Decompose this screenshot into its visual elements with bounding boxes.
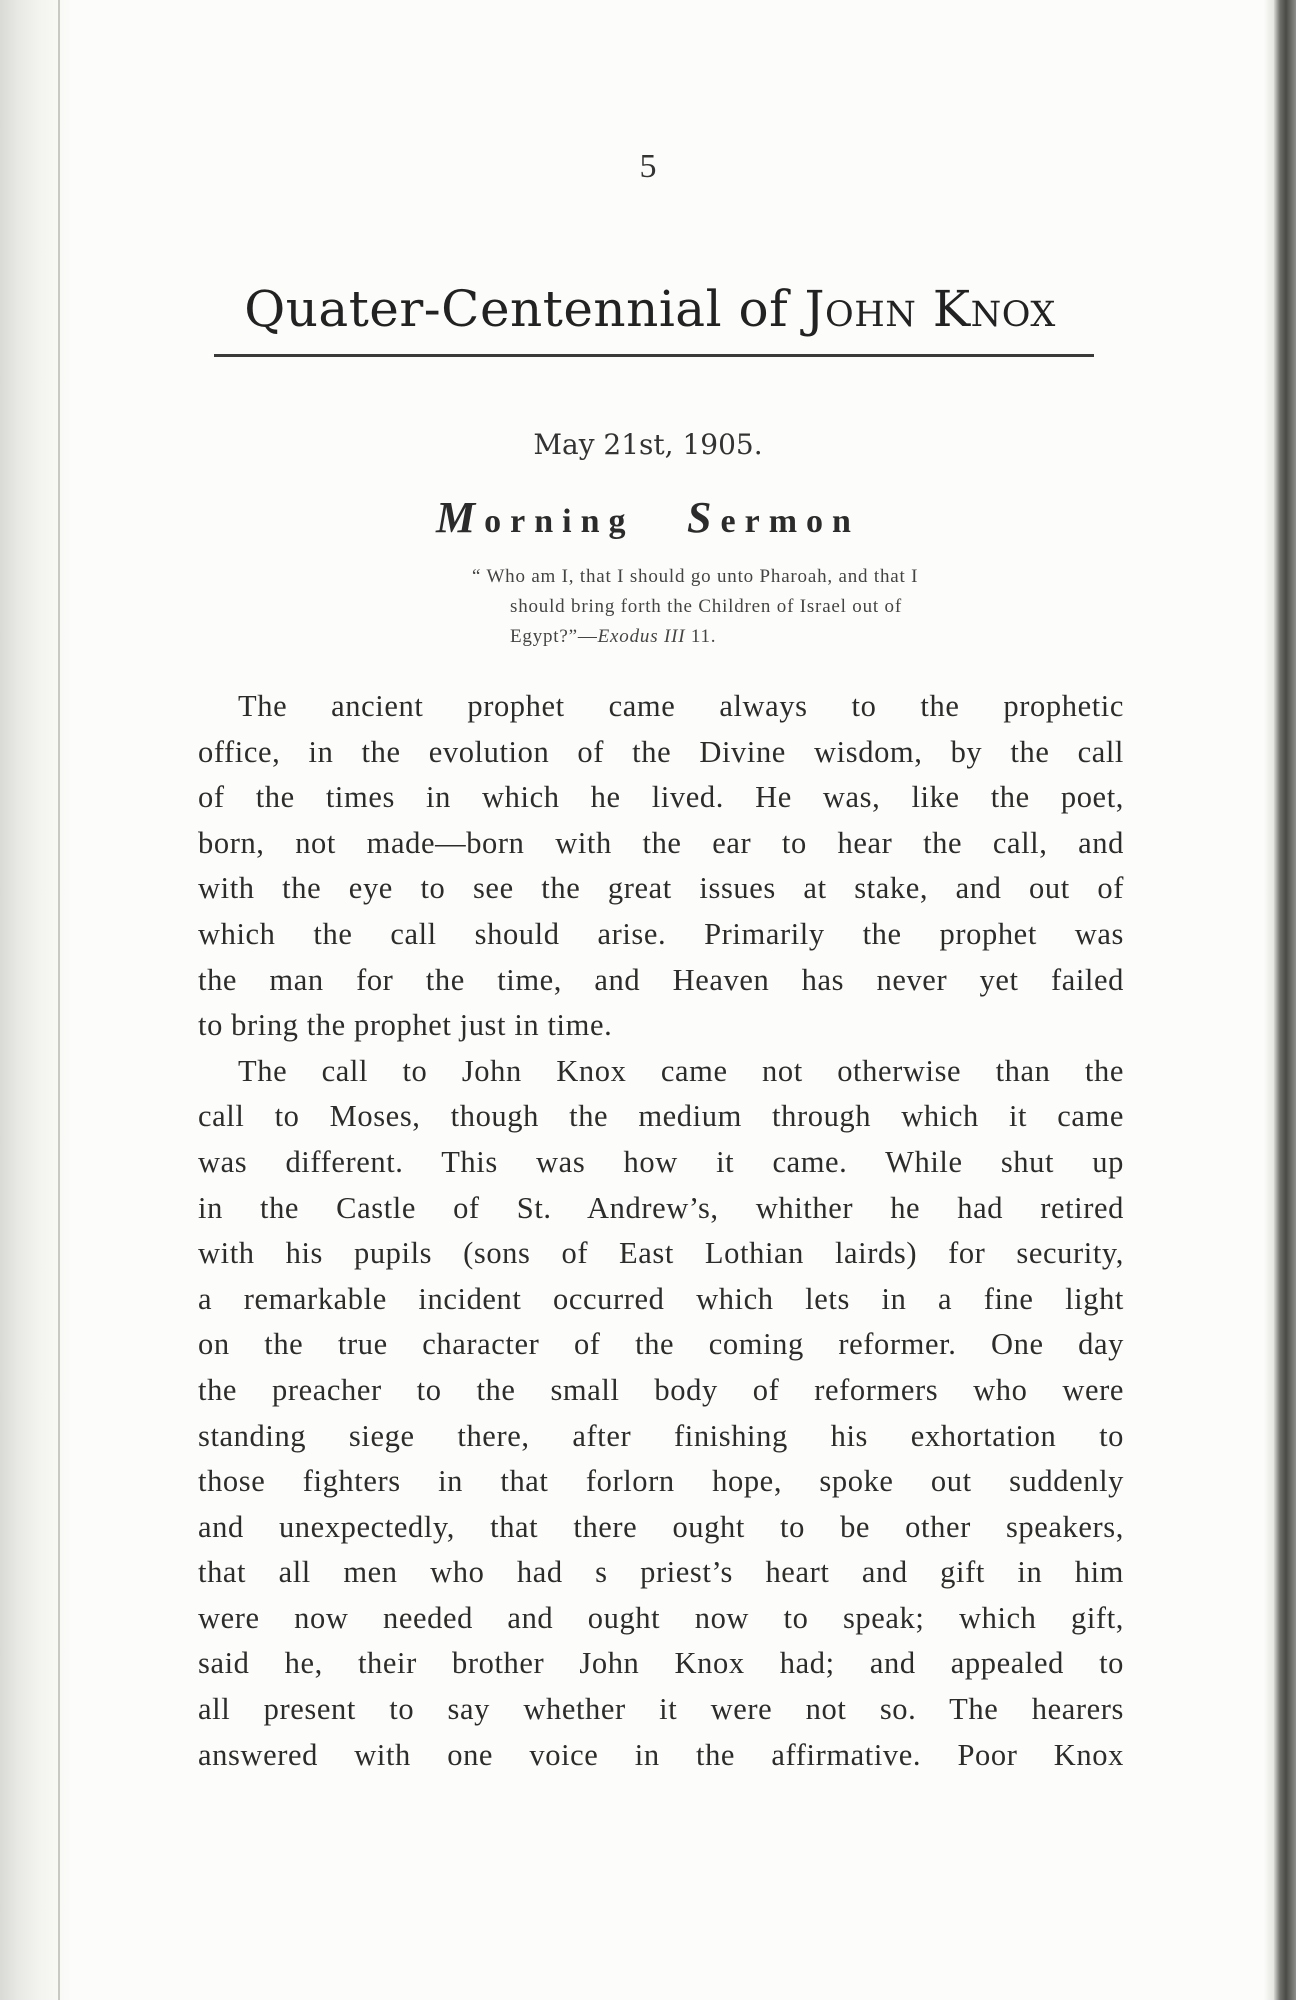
text-line: a remarkable incident occurred which lets in a fine light	[198, 1281, 1124, 1316]
text-line: of the times in which he lived. He was, like the poet,	[198, 780, 1124, 815]
text-line: those fighters in that forlorn hope, spoke out suddenly	[198, 1464, 1124, 1499]
epigraph-citation: Exodus III	[597, 626, 686, 647]
epigraph-line: “ Who am I, that I should go unto Pharoah, and that I	[472, 566, 919, 587]
heading-initial-1: M	[436, 493, 485, 542]
epigraph-text: Egypt?”—	[510, 626, 598, 647]
page-gutter-line	[58, 0, 60, 2000]
page-number: 5	[639, 148, 657, 185]
paragraph-1	[198, 684, 1124, 1049]
sermon-body	[198, 684, 1124, 1778]
text-line: which the call should arise. Primarily the prophet was	[198, 916, 1124, 951]
epigraph-verse: 11.	[685, 626, 717, 647]
title-part-1: Quater-Centennial of	[244, 280, 805, 338]
text-line: the man for the time, and Heaven has never yet failed	[198, 962, 1124, 997]
text-line: the preacher to the small body of reformers who were	[198, 1372, 1124, 1407]
text-line: call to Moses, though the medium through which it came	[198, 1099, 1124, 1134]
epigraph-line: should bring forth the Children of Israel out of	[510, 596, 902, 617]
title-part-2: John Knox	[804, 280, 1056, 338]
text-line: with his pupils (sons of East Lothian lairds) for security,	[198, 1236, 1124, 1271]
text-line: born, not made—born with the ear to hear the call, and	[198, 825, 1124, 860]
text-line: that all men who had s priest’s heart and gift in him	[198, 1555, 1124, 1590]
text-line: office, in the evolution of the Divine wisdom, by the call	[198, 734, 1124, 769]
text-line: The ancient prophet came always to the prophetic	[238, 689, 1124, 723]
text-line: to bring the prophet just in time.	[198, 1008, 613, 1043]
paragraph-2	[198, 1049, 1124, 1779]
text-line: on the true character of the coming reformer. One day	[198, 1327, 1124, 1362]
page-edge-shadow	[1264, 0, 1274, 2000]
epigraph-line	[472, 622, 1124, 652]
heading-word-1: orning	[484, 503, 635, 540]
epigraph	[472, 562, 1124, 652]
chapter-title	[200, 280, 1100, 338]
text-line: were now needed and ought now to speak; which gift,	[198, 1600, 1124, 1635]
text-line: standing siege there, after finishing his exhortation to	[198, 1418, 1124, 1453]
text-line: was different. This was how it came. While shut up	[198, 1144, 1124, 1179]
text-line: and unexpectedly, that there ought to be other speakers,	[198, 1509, 1124, 1544]
heading-word-2: ermon	[720, 503, 860, 540]
sermon-heading	[0, 492, 1296, 543]
book-spine-edge	[1274, 0, 1296, 2000]
text-line: in the Castle of St. Andrew’s, whither he had retired	[198, 1190, 1124, 1225]
text-line: all present to say whether it were not so. The hearers	[198, 1692, 1124, 1727]
text-line: said he, their brother John Knox had; and appealed to	[198, 1646, 1124, 1681]
text-line: answered with one voice in the affirmative. Poor Knox	[198, 1737, 1124, 1772]
sermon-date: May 21st, 1905.	[533, 428, 763, 461]
text-line: The call to John Knox came not otherwise than the	[238, 1053, 1124, 1088]
title-underline	[214, 354, 1094, 357]
text-line: with the eye to see the great issues at stake, and out of	[198, 871, 1124, 906]
heading-initial-2: S	[687, 493, 721, 542]
